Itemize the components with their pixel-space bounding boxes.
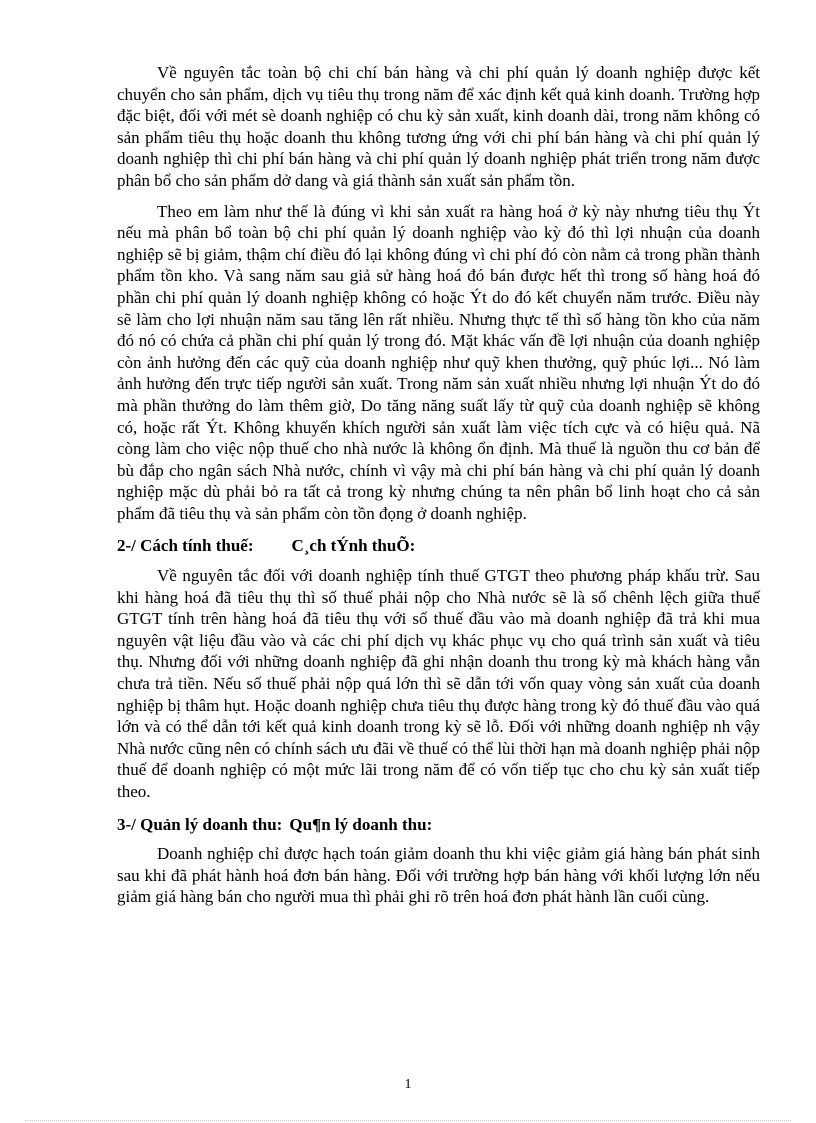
page-bottom-divider (25, 1120, 791, 1121)
section-heading-revenue (117, 814, 760, 836)
section-heading-revenue-garbled: Qu¶n lý doanh thu: (289, 814, 433, 834)
section-heading-tax-garbled: C¸ch tÝnh thuÕ: (291, 536, 416, 556)
paragraph-tax: Về nguyên tắc đối với doanh nghiệp tính thuế GTGT theo phương pháp khấu trừ. Sau khi hàng hoá đã tiêu thụ thì số thuế phải nộp cho Nhà nước sẽ là số chênh lệch giữa thuế GTGT tính trên hàng hoá đã tiêu thụ với số thuế đầu vào mà doanh nghiệp đã trả khi mua nguyên vật liệu đầu vào và các chi phí dịch vụ khác phục vụ cho quá trình sản xuất và tiêu thụ. Nhưng đối với những doanh nghiệp đã ghi nhận doanh thu trong kỳ mà khách hàng vẫn chưa trả tiền. Nếu số thuế phải nộp quá lớn thì sẽ dẫn tới vốn quay vòng sản xuất của doanh nghiệp bị thâm hụt. Hoặc doanh nghiệp chưa tiêu thụ được hàng trong kỳ đó thuế đầu vào quá lớn và có thể dẫn tới kết quả kinh doanh trong kỳ sẽ lỗ. Đối với những doanh nghiệp nh vậy Nhà nước cũng nên có chính sách ưu đãi về thuế có thể lùi thời hạn mà doanh nghiệp phải nộp thuế để doanh nghiệp có một mức lãi trong năm để có vốn tiếp tục cho chu kỳ sản xuất tiếp theo. (117, 566, 760, 801)
paragraph-cost-allocation: Về nguyên tắc toàn bộ chi chí bán hàng và chi phí quản lý doanh nghiệp được kết chuyển cho sản phẩm, dịch vụ tiêu thụ trong năm để xác định kết quả kinh doanh. Trường hợp đặc biệt, đối với mét sè doanh nghiệp có chu kỳ sản xuất, kinh doanh dài, trong năm không có sản phẩm tiêu thụ hoặc doanh thu không tương ứng với chi phí bán hàng và chi phí quản lý doanh nghiệp thì chi phí bán hàng và chi phí quản lý doanh nghiệp phát triển trong năm được phân bổ cho sản phẩm dở dang và giá thành sản xuất sản phẩm tồn. (117, 63, 760, 190)
section-heading-revenue-label: 3-/ Quản lý doanh thu: (117, 814, 283, 834)
section-heading-tax (117, 535, 760, 557)
section-heading-tax-label: 2-/ Cách tính thuế: (117, 536, 254, 556)
paragraph-revenue: Doanh nghiệp chỉ được hạch toán giảm doanh thu khi việc giảm giá hàng bán phát sinh sau khi đã phát hành hoá đơn bán hàng. Đối với trường hợp bán hàng với khối lượng lớn nếu giảm giá hàng bán cho người mua thì phải ghi rõ trên hoá đơn phát hành lần cuối cùng. (117, 844, 760, 907)
paragraph-opinion: Theo em làm như thế là đúng vì khi sản xuất ra hàng hoá ở kỳ này nhưng tiêu thụ Ýt nếu mà phân bổ toàn bộ chi phí quản lý doanh nghiệp vào kỳ đó thì lợi nhuận của doanh nghiệp sẽ bị giảm, thậm chí điều đó lại không đúng vì chi phí đó còn nằm cả trong phần thành phẩm tồn kho. Và sang năm sau giả sử hàng hoá đó bán được hết thì trong số hàng hoá đó phần chi phí quản lý doanh nghiệp không có hoặc Ýt do đó kết chuyển năm trước. Điều này sẽ làm cho lợi nhuận năm sau tăng lên rất nhiều. Nhưng thực tế thì số hàng tồn kho của năm đó nó có chứa cả phần chi phí quản lý trong đó. Mặt khác vấn đề lợi nhuận của doanh nghiệp còn ảnh hưởng đến các quỹ của doanh nghiệp như quỹ khen thưởng, quỹ phúc lợi... Nó làm ảnh hưởng đến trực tiếp người sản xuất. Trong năm sản xuất nhiều nhưng lợi nhuận Ýt do đó mà phần thưởng do làm thêm giờ, Do tăng năng suất lấy từ quỹ của doanh nghiệp sẽ không có, hoặc rất Ýt. Không khuyến khích người sản xuất làm việc tích cực và có hiệu quả. Nã còng làm cho việc nộp thuế cho nhà nước là không ổn định. Mà thuế là nguồn thu cơ bản để bù đắp cho ngân sách Nhà nước, chính vì vậy mà chi phí bán hàng và chi phí quản lý doanh nghiệp mặc dù phải bỏ ra tất cả trong kỳ nhưng chúng ta nên phân bổ linh hoạt cho cả sản phẩm đã tiêu thụ và sản phẩm còn tồn đọng ở doanh nghiệp. (117, 201, 760, 523)
page-number: 1 (404, 1077, 412, 1092)
document-page (117, 62, 760, 908)
